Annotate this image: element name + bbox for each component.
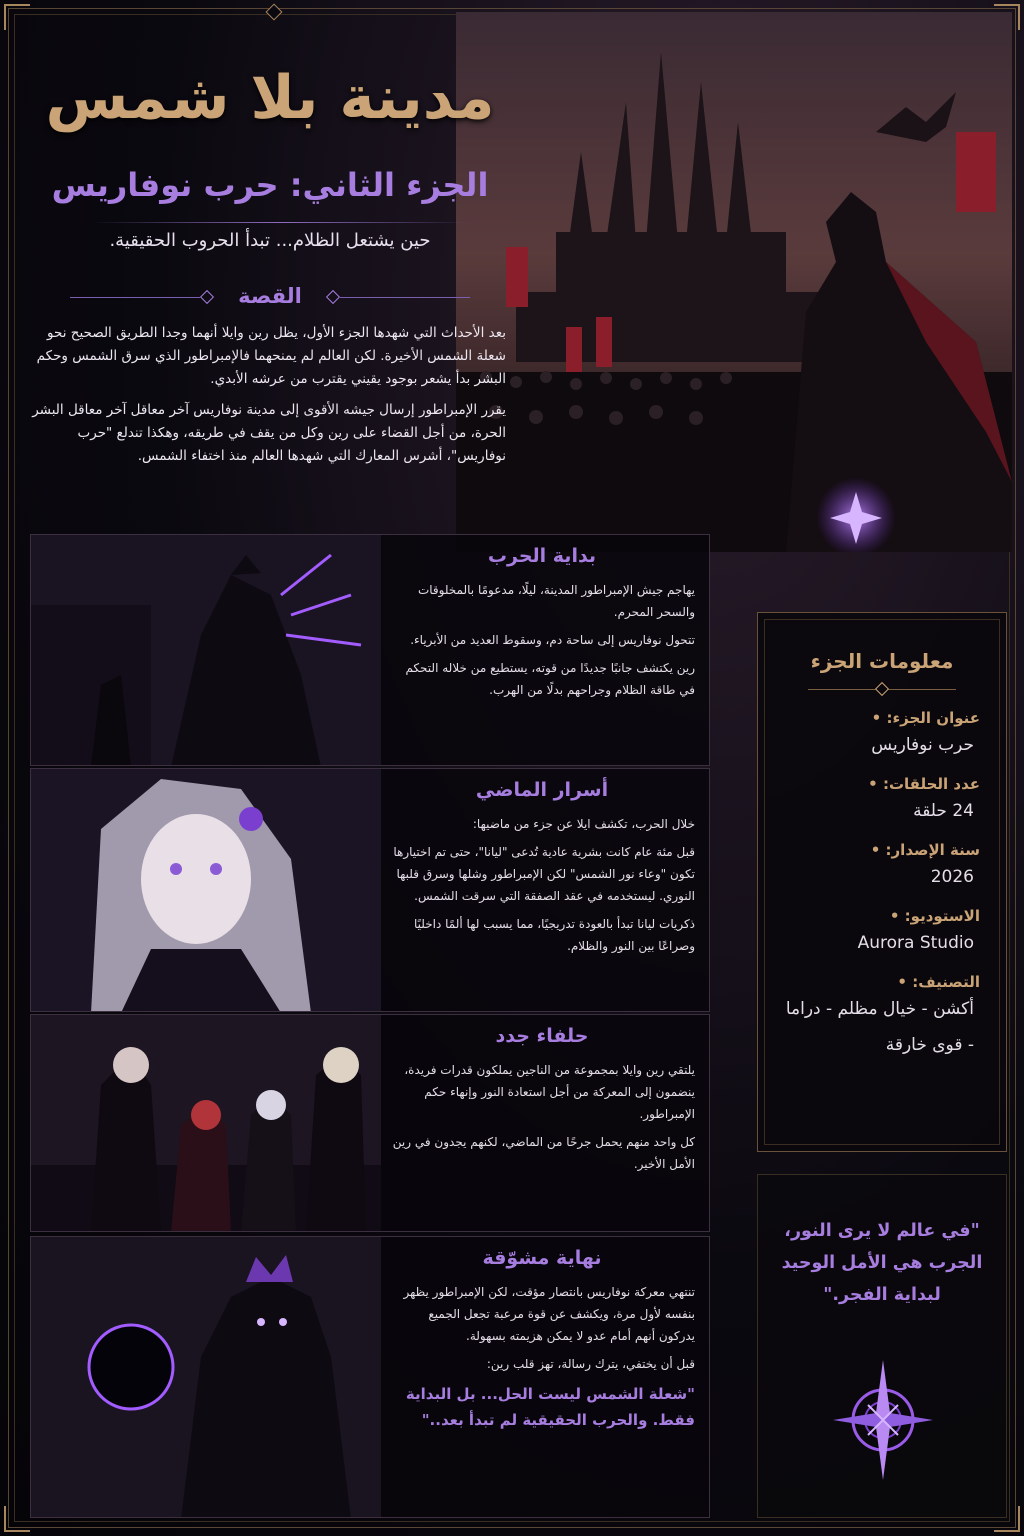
quote-panel (757, 1174, 1007, 1518)
emperor-quote: "شعلة الشمس ليست الحل... بل البداية فقط. والحرب الحقيقية لم تبدأ بعد.." (405, 1385, 695, 1429)
info-value: 24 حلقة (913, 801, 974, 821)
episode-title: حلفاء جدد (495, 1025, 589, 1047)
episode-paragraph: تنتهي معركة نوفاريس بانتصار مؤقت، لكن الإمبراطور يظهر بنفسه لأول مرة، ويكشف عن قوة مرعبة تجعل الجميع يدركون أنهم أمام عدو لا يمكن هزيمته بسهولة. (403, 1285, 695, 1343)
subtitle-divider (92, 222, 472, 223)
info-label: سنة الإصدار: • (780, 841, 980, 859)
info-item-episodes (780, 775, 980, 829)
corner-ornament (4, 4, 30, 30)
episode-title: بداية الحرب (487, 545, 597, 567)
ornament-line (340, 297, 470, 298)
info-item-year (780, 841, 980, 895)
hero-scene (456, 12, 1012, 552)
story-paragraph: بعد الأحداث التي شهدها الجزء الأول، يظل رين وايلا أنهما وجدا الطريق الصحيح نحو شعلة الشمس الأخيرة. لكن العالم لم يمنحهما فالإمبراطور الذي سرق الشمس وحكم البشر بدأ يشعر بوجود يقيني يقترب من عرشه الأبدي. (36, 325, 506, 387)
info-list (780, 709, 980, 1075)
episode-body (389, 579, 695, 701)
episode-paragraph: ذكريات ليانا تبدأ بالعودة تدريجيًا، مما يسبب لها ألمًا داخليًا وصراعًا بين النور والظلام. (413, 917, 695, 953)
episode-artwork (31, 535, 381, 765)
page-title: مدينة بلا شمس (45, 63, 495, 133)
war-scene-art (31, 535, 381, 765)
tagline: حين يشتعل الظلام... تبدأ الحروب الحقيقية. (109, 230, 431, 251)
episode-card-war-start (30, 534, 710, 766)
episode-artwork (31, 1015, 381, 1231)
info-label: التصنيف: • (780, 973, 980, 991)
info-value: حرب نوفاريس (871, 735, 974, 755)
episode-title: نهاية مشوّقة (482, 1247, 602, 1269)
story-paragraph: يقرر الإمبراطور إرسال جيشه الأقوى إلى مدينة نوفاريس آخر معاقل آخر معاقل البشر الحرة، من أجل القضاء على رين وكل من يقف في طريقه، وهكذا تندلع "حرب نوفاريس"، أشرس المعارك التي شهدها العالم منذ اختفاء الشمس. (32, 402, 506, 464)
hero-artwork (456, 12, 1012, 552)
episode-paragraph: رين يكتشف جانبًا جديدًا من قوته، يستطيع من خلاله التحكم في طاقة الظلام وجراحهم بدلًا من الهرب. (405, 661, 695, 697)
info-label: عنوان الجزء: • (780, 709, 980, 727)
info-label: الاستوديو: • (780, 907, 980, 925)
info-heading: معلومات الجزء (810, 649, 954, 673)
corner-ornament (4, 1506, 30, 1532)
story-text (32, 322, 506, 476)
info-value: أكشن - خيال مظلم - دراما - قوى خارقة (785, 999, 974, 1055)
info-value: Aurora Studio (857, 933, 974, 953)
episode-body (389, 1059, 695, 1175)
episode-paragraph: خلال الحرب، تكشف ايلا عن جزء من ماضيها: (472, 817, 695, 831)
header-panel (30, 30, 530, 524)
episode-title: أسرار الماضي (475, 779, 609, 801)
info-item-title (780, 709, 980, 763)
story-heading: القصة (238, 284, 302, 308)
episode-body (389, 813, 695, 957)
story-heading-block (30, 280, 510, 314)
emperor-eclipse-art (31, 1237, 381, 1517)
episode-text (379, 769, 709, 1011)
heroine-portrait-art (31, 769, 381, 1011)
info-value: 2026 (930, 867, 974, 887)
season-info-panel (757, 612, 1007, 1152)
episode-paragraph: قبل أن يختفي، يترك رسالة، تهز قلب رين: (486, 1357, 695, 1371)
compass-emblem-icon (828, 1355, 938, 1485)
episode-card-past-secrets (30, 768, 710, 1012)
episode-text (379, 1015, 709, 1231)
info-item-genre (780, 973, 980, 1063)
episode-body (389, 1281, 695, 1433)
info-item-studio (780, 907, 980, 961)
info-label: عدد الحلقات: • (780, 775, 980, 793)
featured-quote: "في عالم لا يرى النور، الجرب هي الأمل الوحيد لبداية الفجر." (781, 1221, 983, 1305)
episode-paragraph: يهاجم جيش الإمبراطور المدينة، ليلًا، مدعومًا بالمخلوقات والسحر المحرم. (417, 583, 695, 619)
episode-artwork (31, 769, 381, 1011)
page-subtitle: الجزء الثاني: حرب نوفاريس (51, 166, 489, 204)
episode-card-new-allies (30, 1014, 710, 1232)
episode-paragraph: قبل مئة عام كانت بشرية عادية تُدعى "ليانا"، حتى تم اختيارها تكون "وعاء نور الشمس" لكن الإمبراطور وشلها وسرق قلبها النوري. ليستخدمه في عقد الصفقة التي سرقت الشمس. (393, 845, 695, 903)
episode-artwork (31, 1237, 381, 1517)
episode-paragraph: يلتقي رين وايلا بمجموعة من الناجين يملكون قدرات فريدة، ينضمون إلى المعركة من أجل استعادة النور وإنهاء حكم الإمبراطور. (404, 1063, 695, 1121)
episode-text (379, 535, 709, 765)
episode-text (379, 1237, 709, 1517)
episode-paragraph: تتحول نوفاريس إلى ساحة دم، وسقوط العديد من الأبرياء. (410, 633, 695, 647)
episode-paragraph: كل واحد منهم يحمل جرحًا من الماضي، لكنهم يجدون في رين الأمل الأخير. (392, 1135, 695, 1171)
allies-group-art (31, 1015, 381, 1231)
episode-card-exciting-ending (30, 1236, 710, 1518)
